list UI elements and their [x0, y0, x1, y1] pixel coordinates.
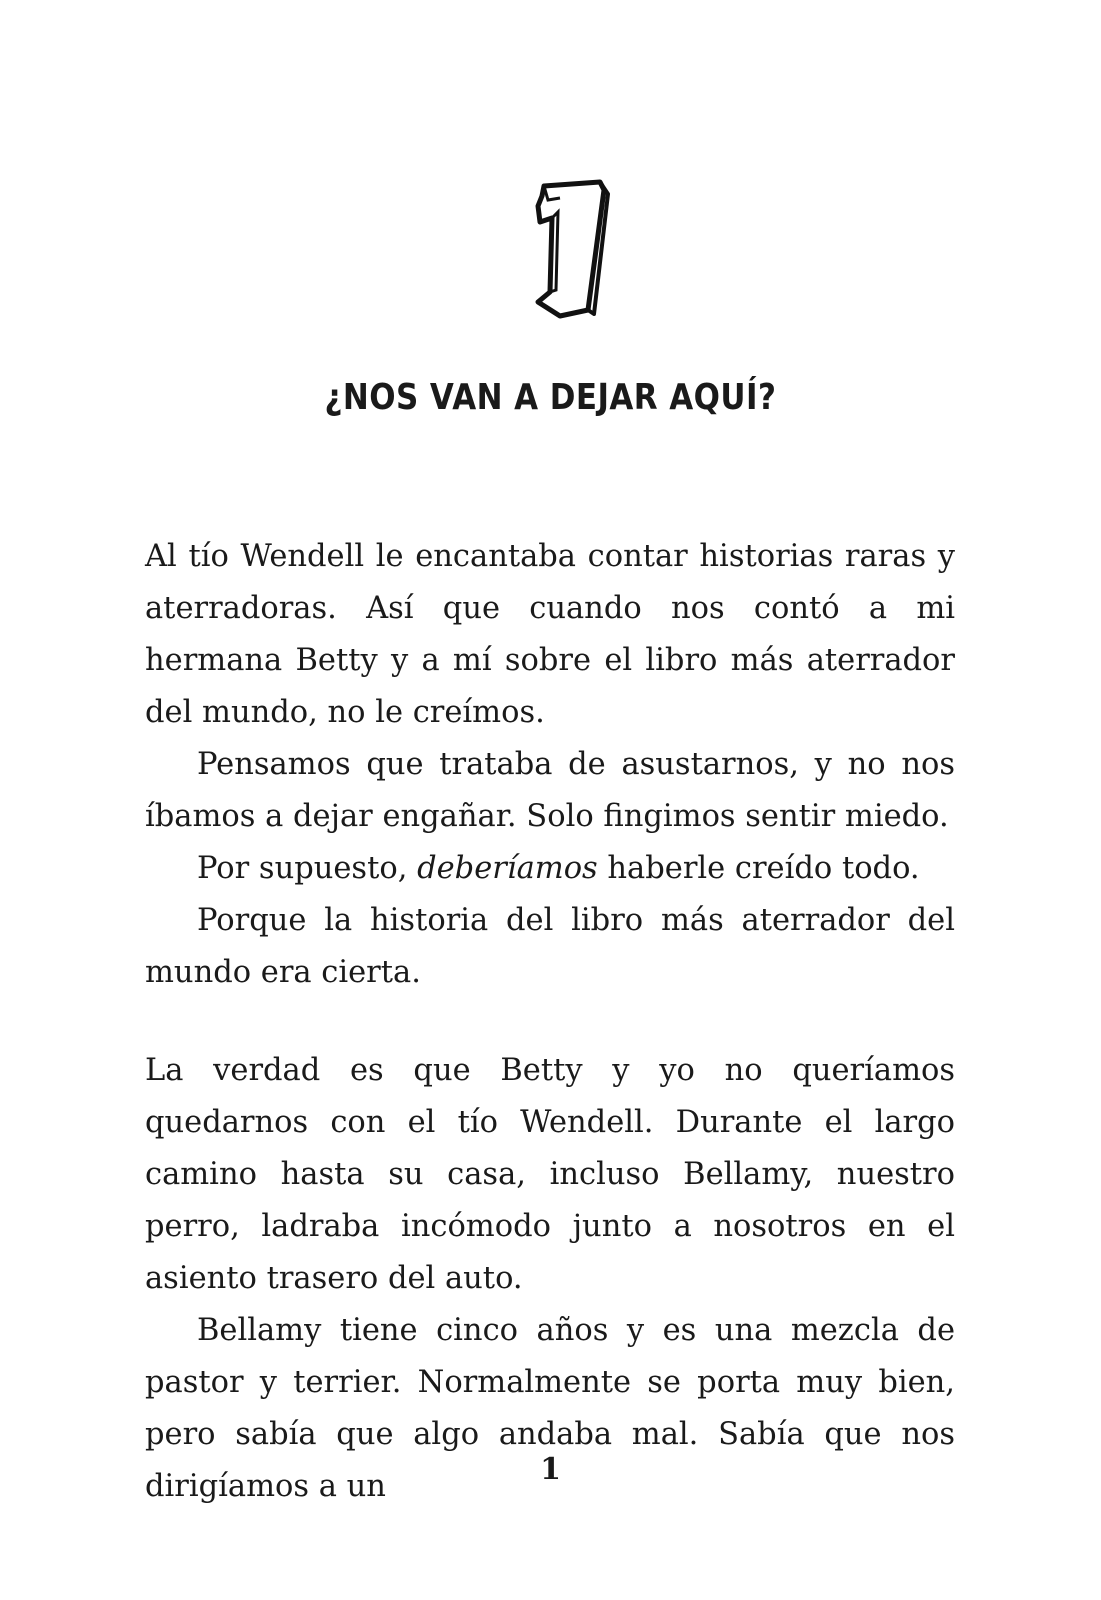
paragraph: Pensamos que trataba de asustarnos, y no nos íbamos a dejar engañar. Solo fingimos sentir miedo. — [145, 747, 955, 834]
paragraph: Bellamy tiene cinco años y es una mezcla de pastor y terrier. Normalmente se porta muy bien, pero sabía que algo andaba mal. Sabía que nos dirigíamos a un — [145, 1313, 955, 1504]
emphasis-text: deberíamos — [417, 851, 598, 886]
page-number: 1 — [540, 1452, 561, 1487]
paragraph-text: haberle creído todo. — [597, 851, 920, 886]
paragraph-with-emphasis — [145, 843, 955, 895]
paragraph: La verdad es que Betty y yo no queríamos quedarnos con el tío Wendell. Durante el largo camino hasta su casa, incluso Bellamy, nuestro perro, ladraba incómodo junto a nosotros en el asiento trasero del auto. — [145, 1053, 955, 1296]
text-block-b — [145, 1045, 955, 1513]
paragraph: Porque la historia del libro más aterrador del mundo era cierta. — [145, 903, 955, 990]
chapter-number-1-icon — [530, 178, 620, 323]
text-block-a — [145, 531, 955, 999]
paragraph: Al tío Wendell le encantaba contar historias raras y aterradoras. Así que cuando nos contó a mi hermana Betty y a mí sobre el libro más aterrador del mundo, no le creímos. — [145, 539, 955, 730]
chapter-title: ¿NOS VAN A DEJAR AQUÍ? — [324, 377, 777, 418]
paragraph-text: Por supuesto, — [197, 851, 418, 886]
